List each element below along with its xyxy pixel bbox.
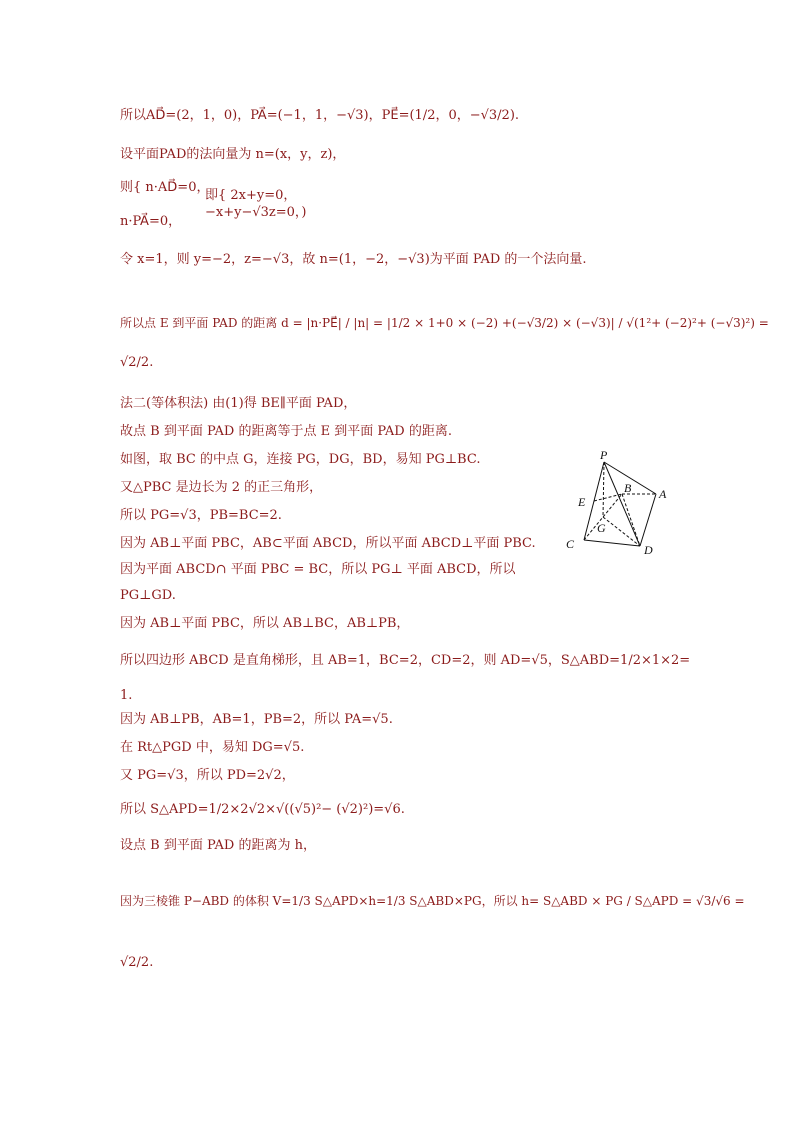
line-pa: 因为 AB⊥PB，AB=1，PB=2，所以 PA=√5. (120, 712, 393, 727)
line-let-h: 设点 B 到平面 PAD 的距离为 h， (120, 838, 316, 853)
line-trapezoid: 所以四边形 ABCD 是直角梯形，且 AB=1，BC=2，CD=2，则 AD=√5，S△ABD=1/2×1×2= (120, 653, 691, 668)
line-ab-perp: 因为 AB⊥平面 PBC，所以 AB⊥BC，AB⊥PB， (120, 616, 410, 631)
line-pg-gd: PG⊥GD. (120, 588, 176, 603)
line-normal-vector: 设平面PAD的法向量为 n=(x，y，z)， (120, 147, 346, 162)
line-dg: 在 Rt△PGD 中，易知 DG=√5. (120, 740, 305, 755)
line-perp-planes: 因为 AB⊥平面 PBC，AB⊂平面 ABCD，所以平面 ABCD⊥平面 PBC. (120, 536, 536, 551)
line-method-two: 法二(等体积法) 由(1)得 BE∥平面 PAD， (120, 396, 357, 411)
pyramid-figure (560, 448, 680, 560)
line-pd: 又 PG=√3，所以 PD=2√2， (120, 768, 295, 783)
line-final-result: √2/2. (120, 955, 154, 970)
line-system-2a: 即{ 2x+y=0， (205, 188, 297, 203)
line-distance-formula: 所以点 E 到平面 PAD 的距离 d = |n·PE⃗| / |n| = |1/2 × 1+0 × (−2) +(−√3/2) × (−√3)| / √(1²+ (−2)²+ (−√3)²) = (120, 316, 769, 330)
label-p: P (600, 448, 608, 462)
line-area-apd: 所以 S△APD=1/2×2√2×√((√5)²− (√2)²)=√6. (120, 802, 405, 817)
label-a: A (659, 487, 667, 501)
label-g: G (597, 521, 606, 535)
line-construction: 如图，取 BC 的中点 G，连接 PG，DG，BD，易知 PG⊥BC. (120, 452, 481, 467)
label-b: B (624, 481, 632, 495)
line-one: 1. (120, 688, 133, 703)
label-c: C (566, 537, 575, 551)
label-d: D (644, 543, 653, 557)
line-volume: 因为三棱锥 P−ABD 的体积 V=1/3 S△APD×h=1/3 S△ABD×PG，所以 h= S△ABD × PG / S△APD = √3/√6 = (120, 894, 745, 908)
line-intersection: 因为平面 ABCD∩ 平面 PBC = BC，所以 PG⊥ 平面 ABCD，所以 (120, 562, 516, 577)
line-pg: 所以 PG=√3，PB=BC=2. (120, 508, 282, 523)
line-system-1a: 则{ n·AD⃗=0， (120, 180, 210, 195)
line-system-1b: n·PA⃗=0， (120, 214, 182, 229)
label-e: E (578, 495, 586, 509)
line-triangle: 又△PBC 是边长为 2 的正三角形， (120, 480, 323, 495)
line-equivalence: 故点 B 到平面 PAD 的距离等于点 E 到平面 PAD 的距离. (120, 424, 452, 439)
line-distance-result: √2/2. (120, 355, 154, 370)
line-system-2b: −x+y−√3z=0，) (205, 205, 307, 220)
line-solution: 令 x=1，则 y=−2，z=−√3，故 n=(1，−2，−√3)为平面 PAD 的一个法向量. (120, 252, 587, 267)
line-vectors: 所以AD⃗=(2，1，0)，PA⃗=(−1，1，−√3)，PE⃗=(1/2，0，−√3/2). (120, 108, 520, 123)
